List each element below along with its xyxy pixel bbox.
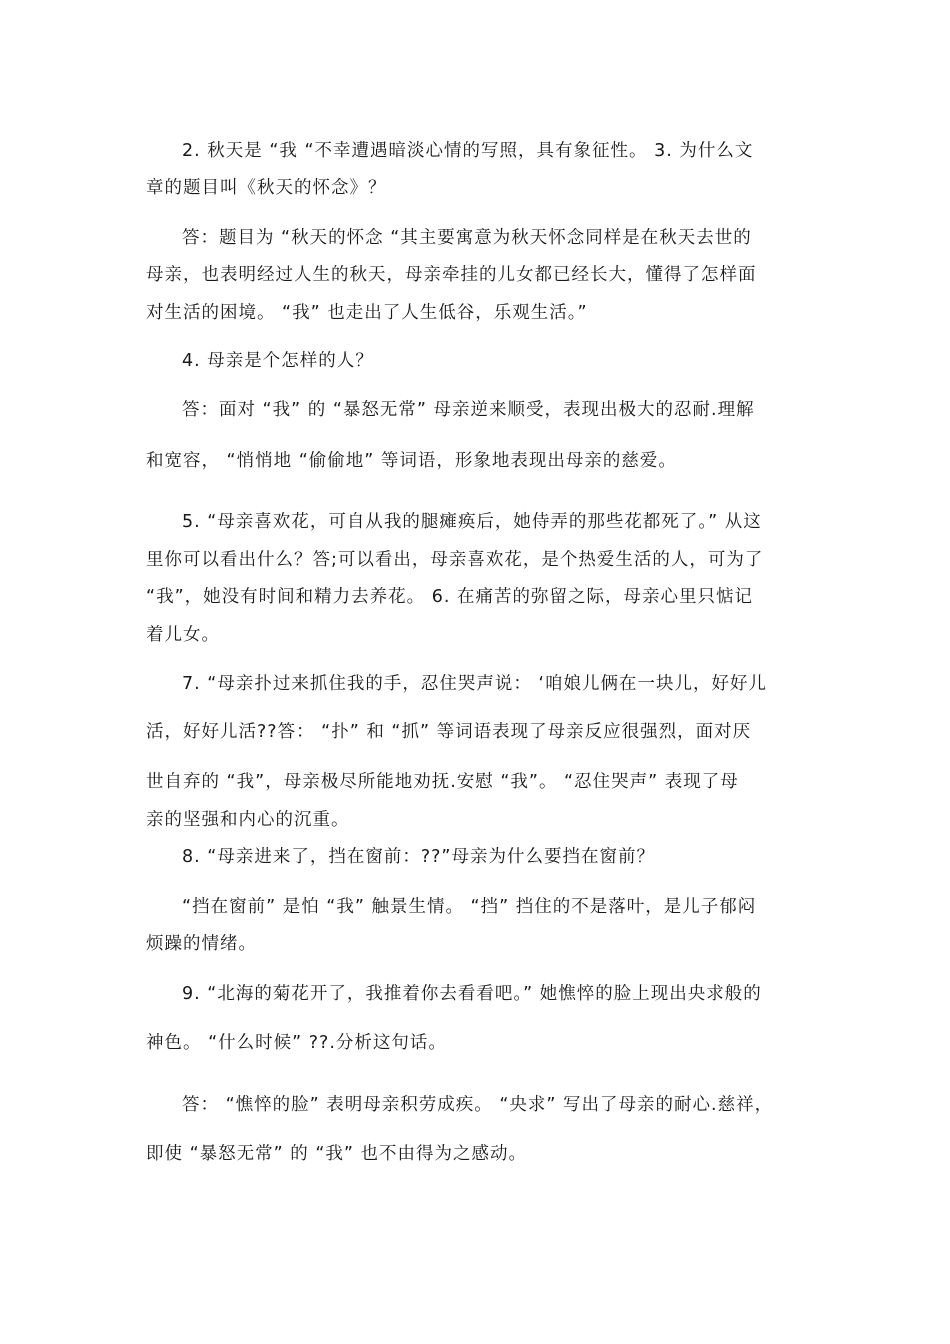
text-line: 答：面对 “我” 的 “暴怒无常” 母亲逆来顺受，表现出极大的忍耐.理解	[182, 400, 755, 420]
text-line: 烦躁的情绪。	[146, 934, 257, 954]
text-line: 8. “母亲进来了，挡在窗前：??”母亲为什么要挡在窗前？	[182, 847, 655, 867]
text-line: 章的题目叫《秋天的怀念》？	[146, 178, 387, 198]
text-line: 神色。 “什么时候” ??.分析这句话。	[146, 1033, 447, 1053]
text-line: 和宽容， “悄悄地 “偷偷地” 等词语，形象地表现出母亲的慈爱。	[146, 451, 677, 471]
text-line: “挡在窗前” 是怕 “我” 触景生情。 “挡” 挡住的不是落叶，是儿子郁闷	[182, 897, 757, 917]
text-line: 2. 秋天是 “我 “不幸遭遇暗淡心情的写照，具有象征性。 3. 为什么文	[182, 141, 754, 161]
text-line: 5. “母亲喜欢花，可自从我的腿瘫痪后，她侍弄的那些花都死了。” 从这	[182, 512, 762, 532]
text-line: 亲的坚强和内心的沉重。	[146, 810, 350, 830]
text-line: 即使 “暴怒无常” 的 “我” 也不由得为之感动。	[146, 1144, 528, 1164]
text-line: 对生活的困境。 “我” 也走出了人生低谷，乐观生活。”	[146, 303, 588, 323]
text-line: 世自弃的 “我”，母亲极尽所能地劝抚.安慰 “我”。 “忍住哭声” 表现了母	[146, 772, 739, 792]
text-line: 母亲，也表明经过人生的秋天，母亲牵挂的儿女都已经长大，懂得了怎样面	[146, 265, 757, 285]
text-line: 活，好好儿活??答： “扑” 和 “抓” 等词语表现了母亲反应很强烈，面对厌	[146, 722, 752, 742]
text-line: 9. “北海的菊花开了，我推着你去看看吧。” 她憔悴的脸上现出央求般的	[182, 984, 762, 1004]
text-line: “我”，她没有时间和精力去养花。 6. 在痛苦的弥留之际，母亲心里只惦记	[146, 587, 753, 607]
text-line: 答： “憔悴的脸” 表明母亲积劳成疾。 “央求” 写出了母亲的耐心.慈祥，	[182, 1095, 774, 1115]
text-line: 里你可以看出什么？答;可以看出，母亲喜欢花，是个热爱生活的人，可为了	[146, 550, 764, 570]
text-line: 4. 母亲是个怎样的人？	[182, 351, 374, 371]
text-line: 7. “母亲扑过来抓住我的手，忍住哭声说： ‘咱娘儿俩在一块儿，好好儿	[182, 674, 767, 694]
text-line: 答：题目为 “秋天的怀念 “其主要寓意为秋天怀念同样是在秋天去世的	[182, 228, 752, 248]
text-line: 着儿女。	[146, 625, 220, 645]
